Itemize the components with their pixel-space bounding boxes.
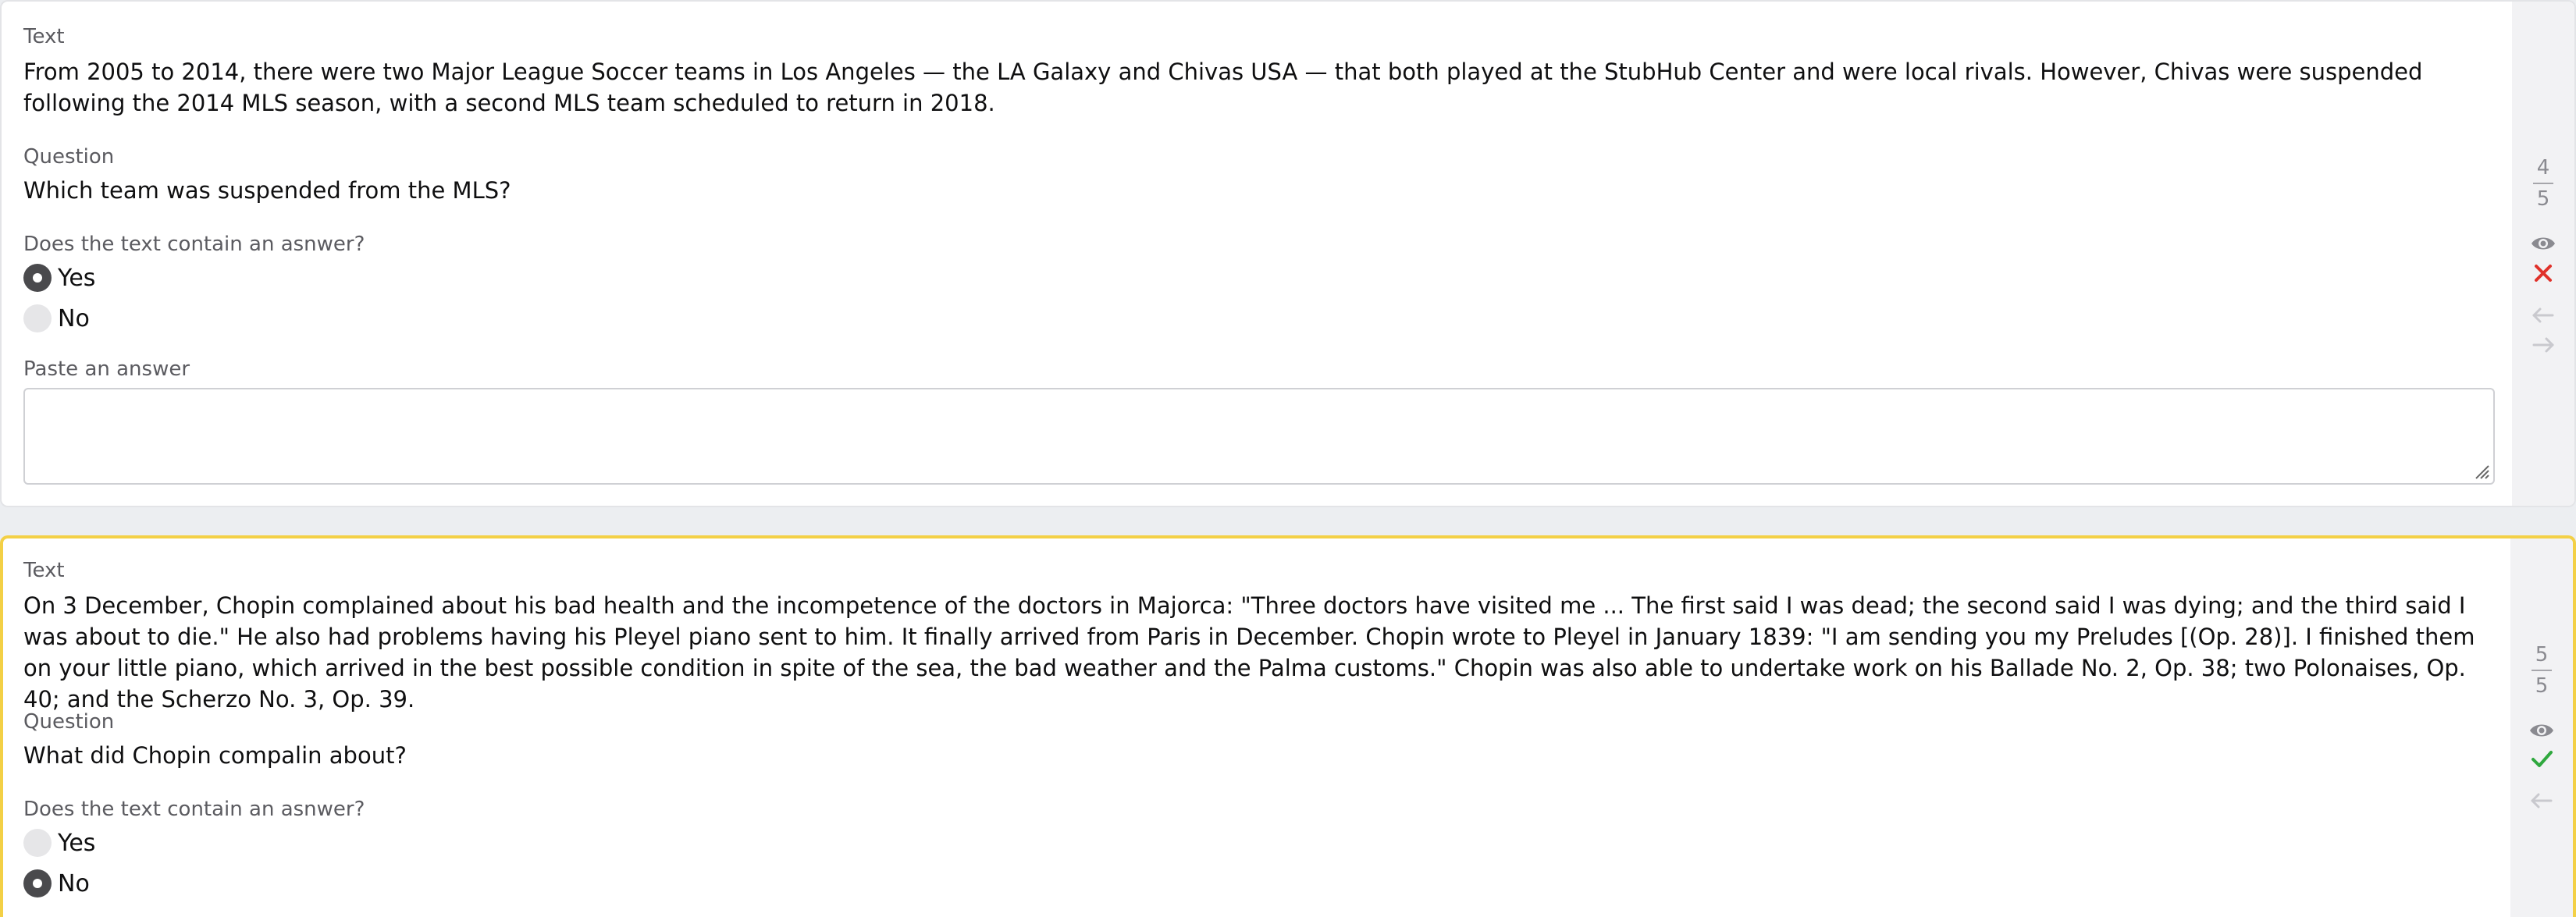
question-text: What did Chopin compalin about?: [23, 742, 407, 769]
resize-grip-icon[interactable]: [2471, 461, 2490, 480]
radio-no-label: No: [58, 869, 90, 897]
answer-label: Paste an answer: [23, 357, 190, 381]
task-sidebar: [2512, 2, 2574, 506]
counter-total: 5: [2535, 674, 2549, 698]
arrow-right-icon[interactable]: [2529, 331, 2557, 359]
counter-divider: [2533, 183, 2553, 184]
option-yes[interactable]: [23, 827, 95, 858]
question-text: Which team was suspended from the MLS?: [23, 177, 511, 204]
option-no[interactable]: [23, 868, 90, 899]
radio-no-label: No: [58, 304, 90, 332]
task-sidebar: [2510, 538, 2573, 917]
radio-yes[interactable]: [23, 829, 52, 857]
counter-total: 5: [2536, 187, 2550, 211]
arrow-left-icon[interactable]: [2529, 301, 2557, 329]
text-label: Text: [23, 25, 65, 48]
answer-textarea[interactable]: [23, 388, 2495, 485]
passage-text: On 3 December, Chopin complained about his bad health and the incompetence of the doctors in Majorca: "Three doctors have visited me ... The first said I was dead; the second said I was dying; and the third said I was about to die." He also had problems having his Pleyel piano sent to him. It finally arrived from Paris in December. Chopin wrote to Pleyel in January 1839: "I am sending you my Preludes [(Op. 28)]. I finished them on your little piano, which arrived in the best possible condition in spite of the sea, the bad weather and the Palma customs." Chopin was also able to undertake work on his Ballade No. 2, Op. 38; two Polonaises, Op. 40; and the Scherzo No. 3, Op. 39.: [23, 592, 2475, 713]
passage-text: From 2005 to 2014, there were two Major League Soccer teams in Los Angeles — the LA Galaxy and Chivas USA — that both played at the StubHub Center and were local rivals. However, Chivas were suspended following the 2014 MLS season, with a second MLS team scheduled to return in 2018.: [23, 59, 2423, 116]
text-label: Text: [23, 559, 65, 582]
radio-yes-label: Yes: [58, 829, 96, 857]
arrow-left-icon[interactable]: [2528, 787, 2556, 815]
counter-divider: [2532, 670, 2552, 671]
question-label: Question: [23, 710, 115, 734]
task-counter: [2510, 642, 2573, 699]
task-card-2: [0, 535, 2576, 917]
counter-current: 4: [2536, 156, 2550, 179]
option-no[interactable]: [23, 303, 90, 334]
radio-yes-label: Yes: [58, 264, 96, 292]
radio-no[interactable]: [23, 304, 52, 332]
question-label: Question: [23, 145, 115, 169]
eye-icon[interactable]: [2529, 229, 2557, 258]
option-yes[interactable]: [23, 262, 95, 293]
radio-yes[interactable]: [23, 264, 52, 292]
task-counter: [2512, 155, 2574, 212]
contains-answer-label: Does the text contain an asnwer?: [23, 233, 365, 256]
check-icon: [2528, 745, 2556, 773]
contains-answer-label: Does the text contain an asnwer?: [23, 798, 365, 821]
radio-no[interactable]: [23, 869, 52, 897]
close-icon: [2529, 259, 2557, 287]
counter-current: 5: [2535, 643, 2549, 666]
eye-icon[interactable]: [2528, 716, 2556, 745]
